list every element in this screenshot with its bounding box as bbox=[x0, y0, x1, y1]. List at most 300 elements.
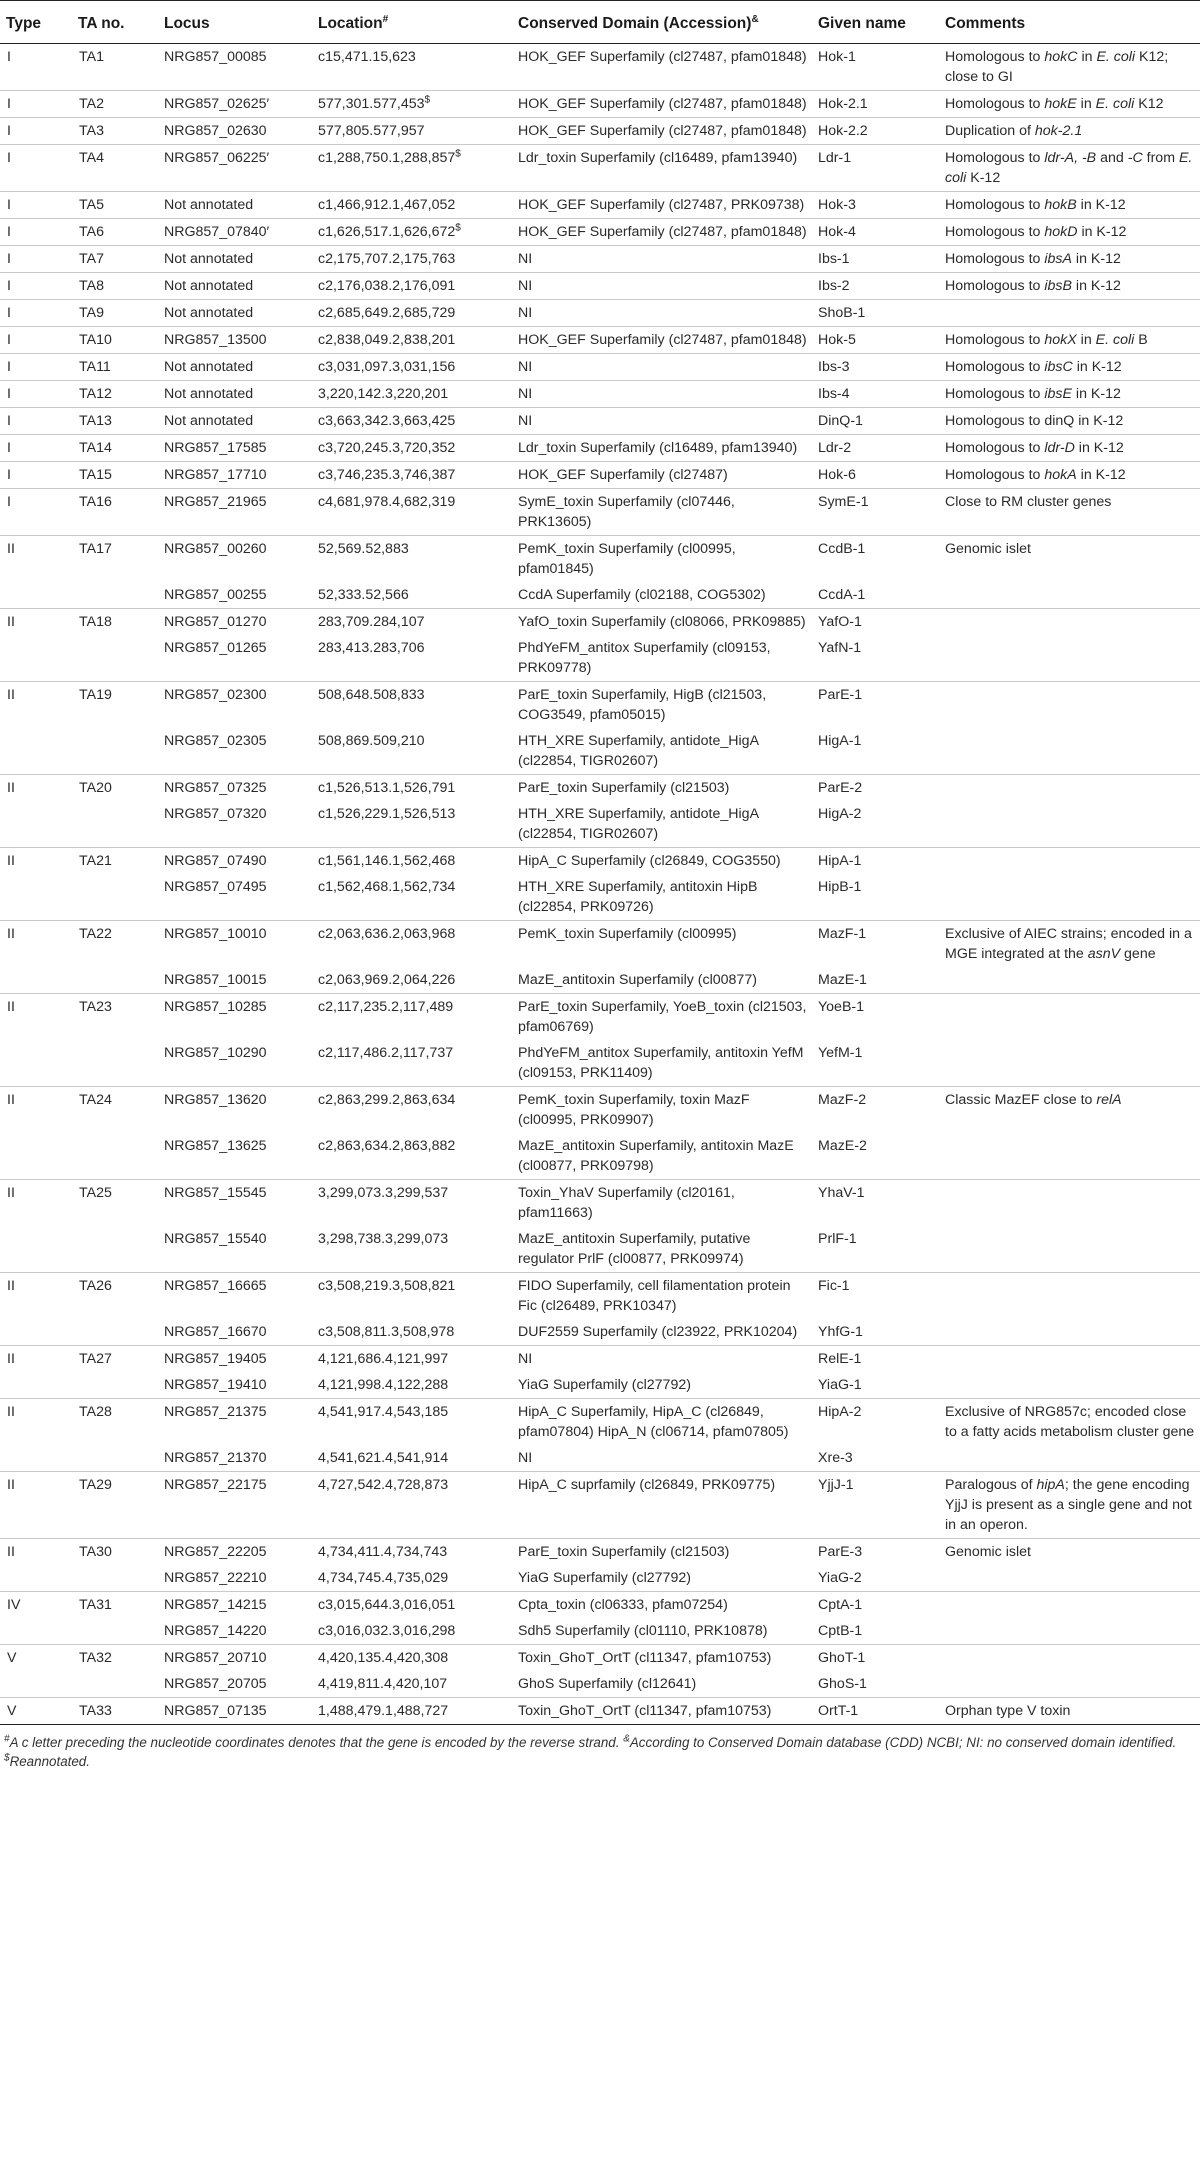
table-row bbox=[0, 354, 1200, 381]
table-row bbox=[0, 1539, 1200, 1566]
cell-location: c2,685,649.2,685,729 bbox=[312, 300, 512, 327]
table-row bbox=[0, 327, 1200, 354]
table-row bbox=[0, 921, 1200, 968]
cell-comments: Homologous to hokA in K-12 bbox=[939, 462, 1200, 489]
cell-comments: Close to RM cluster genes bbox=[939, 489, 1200, 536]
cell-locus: NRG857_07495 bbox=[164, 879, 267, 895]
cell-locus: Not annotated bbox=[158, 273, 312, 300]
cell-location: c4,681,978.4,682,319 bbox=[312, 489, 512, 536]
cell-type: V bbox=[0, 1645, 72, 1672]
cell-type: II bbox=[0, 1087, 72, 1134]
cell-conserved-domain: DUF2559 Superfamily (cl23922, PRK10204) bbox=[518, 1324, 798, 1340]
cell-given-name: Hok-2.2 bbox=[812, 118, 939, 145]
cell-conserved-domain: YiaG Superfamily (cl27792) bbox=[518, 1570, 691, 1586]
cell-comments: Orphan type V toxin bbox=[939, 1698, 1200, 1725]
cell-conserved-domain: NI bbox=[512, 246, 812, 273]
reannotated-mark: $ bbox=[424, 94, 431, 106]
cell-given-name: ParE-1 bbox=[812, 682, 939, 729]
table-row bbox=[0, 145, 1200, 192]
table-row bbox=[0, 635, 1200, 682]
header-row bbox=[0, 1, 1200, 44]
cell-location: c3,031,097.3,031,156 bbox=[312, 354, 512, 381]
table-row bbox=[0, 44, 1200, 91]
header-type: Type bbox=[0, 1, 72, 44]
cell-comments: Homologous to ldr-D in K-12 bbox=[939, 435, 1200, 462]
cell-location: 4,541,621.4,541,914 bbox=[318, 1450, 449, 1466]
cell-given-name: HipA-1 bbox=[812, 848, 939, 875]
cell-locus: NRG857_19410 bbox=[164, 1377, 267, 1393]
cell-type: II bbox=[0, 1539, 72, 1566]
cell-given-name: Ibs-1 bbox=[812, 246, 939, 273]
cell-ta-no: TA26 bbox=[72, 1273, 158, 1320]
cell-conserved-domain: NI bbox=[512, 381, 812, 408]
table-row bbox=[0, 192, 1200, 219]
cell-comments bbox=[939, 300, 1200, 327]
cell-ta-no: TA6 bbox=[72, 219, 158, 246]
cell-conserved-domain: SymE_toxin Superfamily (cl07446, PRK13605) bbox=[512, 489, 812, 536]
cell-location: c2,175,707.2,175,763 bbox=[312, 246, 512, 273]
cell-type: II bbox=[0, 1273, 72, 1320]
cell-comments bbox=[939, 1226, 1200, 1273]
table-row bbox=[0, 300, 1200, 327]
cell-location: 3,298,738.3,299,073 bbox=[318, 1231, 449, 1247]
cell-locus: NRG857_02630 bbox=[158, 118, 312, 145]
cell-ta-no bbox=[72, 1040, 158, 1087]
cell-location: 4,121,998.4,122,288 bbox=[318, 1377, 449, 1393]
cell-type: I bbox=[0, 145, 72, 192]
cell-conserved-domain: ParE_toxin Superfamily (cl21503) bbox=[512, 775, 812, 802]
cell-given-name: MazE-1 bbox=[818, 972, 867, 988]
cell-conserved-domain: Toxin_GhoT_OrtT (cl11347, pfam10753) bbox=[512, 1645, 812, 1672]
cell-type: II bbox=[0, 848, 72, 875]
cell-locus: NRG857_07135 bbox=[158, 1698, 312, 1725]
table-row bbox=[0, 1592, 1200, 1619]
cell-type: I bbox=[0, 273, 72, 300]
cell-comments bbox=[939, 1319, 1200, 1346]
cell-conserved-domain: HOK_GEF Superfamily (cl27487, pfam01848) bbox=[512, 327, 812, 354]
cell-location: c3,508,219.3,508,821 bbox=[312, 1273, 512, 1320]
cell-type bbox=[0, 728, 72, 775]
table-header bbox=[0, 1, 1200, 44]
table-row bbox=[0, 1087, 1200, 1134]
cell-comments bbox=[939, 1445, 1200, 1472]
header-location: Location# bbox=[312, 1, 512, 44]
cell-type bbox=[0, 1671, 72, 1698]
cell-given-name: Fic-1 bbox=[812, 1273, 939, 1320]
cell-conserved-domain: PemK_toxin Superfamily, toxin MazF (cl00995, PRK09907) bbox=[512, 1087, 812, 1134]
cell-conserved-domain: YiaG Superfamily (cl27792) bbox=[518, 1377, 691, 1393]
cell-locus: NRG857_00260 bbox=[158, 536, 312, 583]
cell-ta-no: TA17 bbox=[72, 536, 158, 583]
cell-locus: NRG857_17710 bbox=[158, 462, 312, 489]
cell-given-name: ShoB-1 bbox=[812, 300, 939, 327]
cell-type bbox=[0, 1319, 72, 1346]
cell-comments bbox=[939, 635, 1200, 682]
cell-ta-no: TA10 bbox=[72, 327, 158, 354]
cell-ta-no bbox=[72, 1671, 158, 1698]
cell-locus: NRG857_15540 bbox=[164, 1231, 267, 1247]
cell-conserved-domain: PhdYeFM_antitox Superfamily, antitoxin YefM (cl09153, PRK11409) bbox=[518, 1045, 804, 1081]
cell-locus: NRG857_07490 bbox=[158, 848, 312, 875]
cell-locus: NRG857_21370 bbox=[164, 1450, 267, 1466]
cell-conserved-domain: ParE_toxin Superfamily, HigB (cl21503, COG3549, pfam05015) bbox=[512, 682, 812, 729]
table-row bbox=[0, 435, 1200, 462]
cell-ta-no bbox=[72, 1445, 158, 1472]
table-row bbox=[0, 1273, 1200, 1320]
cell-given-name: ParE-2 bbox=[812, 775, 939, 802]
cell-type bbox=[0, 1618, 72, 1645]
cell-comments: Homologous to hokB in K-12 bbox=[939, 192, 1200, 219]
cell-type: II bbox=[0, 1399, 72, 1446]
footnote-text-reannotated: Reannotated. bbox=[9, 1754, 90, 1769]
cell-locus: Not annotated bbox=[158, 246, 312, 273]
cell-conserved-domain: Ldr_toxin Superfamily (cl16489, pfam13940) bbox=[512, 145, 812, 192]
cell-conserved-domain: NI bbox=[512, 354, 812, 381]
cell-locus: NRG857_19405 bbox=[158, 1346, 312, 1373]
cell-ta-no bbox=[72, 1319, 158, 1346]
table-row bbox=[0, 775, 1200, 802]
cell-location: c2,063,969.2,064,226 bbox=[318, 972, 456, 988]
cell-comments bbox=[939, 1592, 1200, 1619]
cell-given-name: Hok-3 bbox=[812, 192, 939, 219]
cell-given-name: Hok-2.1 bbox=[812, 91, 939, 118]
cell-conserved-domain: HTH_XRE Superfamily, antidote_HigA (cl22854, TIGR02607) bbox=[518, 733, 759, 769]
cell-conserved-domain: Cpta_toxin (cl06333, pfam07254) bbox=[512, 1592, 812, 1619]
cell-comments: Classic MazEF close to relA bbox=[939, 1087, 1200, 1134]
cell-locus: NRG857_10290 bbox=[164, 1045, 267, 1061]
cell-location: c1,626,517.1,626,672$ bbox=[312, 219, 512, 246]
cell-locus: NRG857_01270 bbox=[158, 609, 312, 636]
table-row bbox=[0, 273, 1200, 300]
cell-ta-no: TA27 bbox=[72, 1346, 158, 1373]
cell-ta-no: TA19 bbox=[72, 682, 158, 729]
cell-location: c3,015,644.3,016,051 bbox=[312, 1592, 512, 1619]
cell-locus: NRG857_02300 bbox=[158, 682, 312, 729]
cell-given-name: YjjJ-1 bbox=[812, 1472, 939, 1539]
cell-location: 52,333.52,566 bbox=[318, 587, 409, 603]
cell-locus: NRG857_07840′ bbox=[158, 219, 312, 246]
cell-comments bbox=[939, 801, 1200, 848]
cell-locus: NRG857_14220 bbox=[164, 1623, 267, 1639]
cell-comments bbox=[939, 1346, 1200, 1373]
cell-conserved-domain: HOK_GEF Superfamily (cl27487, pfam01848) bbox=[512, 91, 812, 118]
cell-locus: NRG857_13625 bbox=[164, 1138, 267, 1154]
cell-conserved-domain: PemK_toxin Superfamily (cl00995) bbox=[512, 921, 812, 968]
cell-location: c2,838,049.2,838,201 bbox=[312, 327, 512, 354]
cell-location: 52,569.52,883 bbox=[312, 536, 512, 583]
footnote-text-cdd: According to Conserved Domain database (CDD) NCBI; NI: no conserved domain identified. bbox=[629, 1735, 1177, 1750]
cell-location: c1,288,750.1,288,857$ bbox=[312, 145, 512, 192]
cell-comments bbox=[939, 1180, 1200, 1227]
cell-given-name: HigA-2 bbox=[818, 806, 862, 822]
cell-conserved-domain: HTH_XRE Superfamily, antitoxin HipB (cl22854, PRK09726) bbox=[518, 879, 758, 915]
cell-type: I bbox=[0, 300, 72, 327]
cell-comments: Genomic islet bbox=[939, 536, 1200, 583]
table-row bbox=[0, 1040, 1200, 1087]
cell-comments: Homologous to hokD in K-12 bbox=[939, 219, 1200, 246]
location-footnote-mark: # bbox=[382, 13, 389, 25]
cell-given-name: YafO-1 bbox=[812, 609, 939, 636]
cell-comments: Homologous to ibsA in K-12 bbox=[939, 246, 1200, 273]
table-row bbox=[0, 1133, 1200, 1180]
cell-location: c3,720,245.3,720,352 bbox=[312, 435, 512, 462]
cell-type bbox=[0, 1445, 72, 1472]
footnote-mark-hash: # bbox=[4, 1733, 10, 1745]
cell-ta-no: TA9 bbox=[72, 300, 158, 327]
cell-location: c2,117,235.2,117,489 bbox=[312, 994, 512, 1041]
cell-conserved-domain: MazE_antitoxin Superfamily, putative regulator PrlF (cl00877, PRK09974) bbox=[518, 1231, 751, 1267]
cell-type: I bbox=[0, 354, 72, 381]
cell-ta-no: TA7 bbox=[72, 246, 158, 273]
cell-given-name: RelE-1 bbox=[812, 1346, 939, 1373]
cell-ta-no bbox=[72, 728, 158, 775]
cell-comments bbox=[939, 1273, 1200, 1320]
table-row bbox=[0, 489, 1200, 536]
cell-locus: NRG857_06225′ bbox=[158, 145, 312, 192]
cell-comments: Genomic islet bbox=[939, 1539, 1200, 1566]
cell-comments bbox=[939, 1133, 1200, 1180]
cell-type: I bbox=[0, 435, 72, 462]
cell-given-name: YiaG-2 bbox=[818, 1570, 862, 1586]
table-row bbox=[0, 848, 1200, 875]
header-locus: Locus bbox=[158, 1, 312, 44]
cell-locus: NRG857_02625′ bbox=[158, 91, 312, 118]
cell-given-name: Hok-1 bbox=[818, 49, 856, 65]
cell-location: c1,466,912.1,467,052 bbox=[312, 192, 512, 219]
table-row bbox=[0, 408, 1200, 435]
cell-locus: Not annotated bbox=[158, 354, 312, 381]
cell-conserved-domain: HipA_C Superfamily (cl26849, COG3550) bbox=[512, 848, 812, 875]
cell-locus: NRG857_00255 bbox=[164, 587, 267, 603]
cell-type: II bbox=[0, 1472, 72, 1539]
cell-locus: NRG857_16670 bbox=[164, 1324, 267, 1340]
cell-conserved-domain: NI bbox=[512, 1346, 812, 1373]
cell-given-name: YhaV-1 bbox=[812, 1180, 939, 1227]
cell-ta-no: TA33 bbox=[72, 1698, 158, 1725]
cell-given-name: Xre-3 bbox=[818, 1450, 853, 1466]
cell-ta-no: TA24 bbox=[72, 1087, 158, 1134]
cell-ta-no: TA29 bbox=[72, 1472, 158, 1539]
cell-ta-no: TA16 bbox=[72, 489, 158, 536]
cell-locus: NRG857_07325 bbox=[158, 775, 312, 802]
cell-location: c2,176,038.2,176,091 bbox=[312, 273, 512, 300]
cell-ta-no bbox=[72, 801, 158, 848]
table-row bbox=[0, 609, 1200, 636]
cell-locus: NRG857_17585 bbox=[158, 435, 312, 462]
table-row bbox=[0, 582, 1200, 609]
cell-comments: Homologous to hokC in E. coli K12; close to GI bbox=[945, 49, 1169, 85]
cell-location: 4,734,745.4,735,029 bbox=[318, 1570, 449, 1586]
cell-conserved-domain: YafO_toxin Superfamily (cl08066, PRK09885) bbox=[512, 609, 812, 636]
cell-location: 577,301.577,453$ bbox=[312, 91, 512, 118]
cell-type: II bbox=[0, 994, 72, 1041]
cell-type: II bbox=[0, 1346, 72, 1373]
table-row bbox=[0, 91, 1200, 118]
cell-given-name: YefM-1 bbox=[818, 1045, 863, 1061]
cell-given-name: YhfG-1 bbox=[818, 1324, 863, 1340]
cell-locus: NRG857_14215 bbox=[158, 1592, 312, 1619]
cell-location: 4,121,686.4,121,997 bbox=[312, 1346, 512, 1373]
cell-conserved-domain: Toxin_YhaV Superfamily (cl20161, pfam11663) bbox=[512, 1180, 812, 1227]
cell-locus: NRG857_13500 bbox=[158, 327, 312, 354]
cell-locus: NRG857_10285 bbox=[158, 994, 312, 1041]
table-row bbox=[0, 994, 1200, 1041]
cell-type bbox=[0, 1565, 72, 1592]
cell-ta-no: TA32 bbox=[72, 1645, 158, 1672]
table-row bbox=[0, 1445, 1200, 1472]
table-row bbox=[0, 536, 1200, 583]
cell-given-name: GhoT-1 bbox=[812, 1645, 939, 1672]
table-row bbox=[0, 1399, 1200, 1446]
table-row bbox=[0, 1671, 1200, 1698]
header-comments: Comments bbox=[939, 1, 1200, 44]
cell-comments bbox=[939, 874, 1200, 921]
cell-given-name: HigA-1 bbox=[818, 733, 862, 749]
cell-location: c15,471.15,623 bbox=[318, 49, 416, 65]
cell-comments bbox=[939, 1671, 1200, 1698]
cell-ta-no bbox=[72, 967, 158, 994]
cell-type bbox=[0, 1133, 72, 1180]
cell-conserved-domain: Toxin_GhoT_OrtT (cl11347, pfam10753) bbox=[512, 1698, 812, 1725]
cell-ta-no: TA3 bbox=[72, 118, 158, 145]
cell-location: c2,117,486.2,117,737 bbox=[318, 1045, 454, 1061]
cell-given-name: CptA-1 bbox=[812, 1592, 939, 1619]
cell-conserved-domain: ParE_toxin Superfamily, YoeB_toxin (cl21503, pfam06769) bbox=[512, 994, 812, 1041]
cell-comments: Exclusive of NRG857c; encoded close to a fatty acids metabolism cluster gene bbox=[939, 1399, 1200, 1446]
table-row bbox=[0, 874, 1200, 921]
cell-type: I bbox=[0, 91, 72, 118]
cell-location: c1,561,146.1,562,468 bbox=[312, 848, 512, 875]
table-row bbox=[0, 1346, 1200, 1373]
cell-ta-no bbox=[72, 1565, 158, 1592]
cell-type bbox=[0, 635, 72, 682]
cell-locus: NRG857_22175 bbox=[158, 1472, 312, 1539]
cell-locus: NRG857_10015 bbox=[164, 972, 267, 988]
cell-conserved-domain: ParE_toxin Superfamily (cl21503) bbox=[512, 1539, 812, 1566]
cell-location: 4,727,542.4,728,873 bbox=[312, 1472, 512, 1539]
cell-comments bbox=[939, 848, 1200, 875]
cell-type: II bbox=[0, 536, 72, 583]
cell-type: II bbox=[0, 682, 72, 729]
cell-location: 283,709.284,107 bbox=[312, 609, 512, 636]
cell-ta-no: TA20 bbox=[72, 775, 158, 802]
table-row bbox=[0, 462, 1200, 489]
cell-locus: NRG857_20710 bbox=[158, 1645, 312, 1672]
cell-type: II bbox=[0, 775, 72, 802]
cell-ta-no: TA21 bbox=[72, 848, 158, 875]
cell-given-name: YoeB-1 bbox=[812, 994, 939, 1041]
cell-comments bbox=[939, 1565, 1200, 1592]
cell-comments bbox=[939, 775, 1200, 802]
cell-ta-no: TA14 bbox=[72, 435, 158, 462]
cell-locus: NRG857_21375 bbox=[158, 1399, 312, 1446]
cell-locus: Not annotated bbox=[158, 192, 312, 219]
cell-ta-no: TA8 bbox=[72, 273, 158, 300]
cell-type: I bbox=[7, 49, 11, 65]
cell-location: 508,648.508,833 bbox=[312, 682, 512, 729]
cell-locus: Not annotated bbox=[158, 381, 312, 408]
cell-given-name: YafN-1 bbox=[818, 640, 862, 656]
cell-conserved-domain: MazE_antitoxin Superfamily (cl00877) bbox=[518, 972, 757, 988]
cell-location: 4,420,135.4,420,308 bbox=[312, 1645, 512, 1672]
table-row bbox=[0, 381, 1200, 408]
table-row bbox=[0, 1472, 1200, 1539]
cell-comments bbox=[939, 728, 1200, 775]
cell-ta-no bbox=[72, 582, 158, 609]
cell-given-name: HipA-2 bbox=[812, 1399, 939, 1446]
table-row bbox=[0, 682, 1200, 729]
footnote-mark-amp: & bbox=[623, 1733, 630, 1745]
cell-type: V bbox=[0, 1698, 72, 1725]
cell-conserved-domain: HOK_GEF Superfamily (cl27487, pfam01848) bbox=[512, 219, 812, 246]
cell-given-name: CcdA-1 bbox=[818, 587, 866, 603]
cell-type bbox=[0, 967, 72, 994]
cell-type: I bbox=[0, 462, 72, 489]
cell-comments: Homologous to hokX in E. coli B bbox=[939, 327, 1200, 354]
table-row bbox=[0, 967, 1200, 994]
cell-type: I bbox=[0, 118, 72, 145]
table-row bbox=[0, 1180, 1200, 1227]
cell-location: c3,016,032.3,016,298 bbox=[318, 1623, 456, 1639]
cell-location: c3,663,342.3,663,425 bbox=[312, 408, 512, 435]
cell-conserved-domain: PhdYeFM_antitox Superfamily (cl09153, PRK09778) bbox=[518, 640, 771, 676]
cell-given-name: YiaG-1 bbox=[818, 1377, 862, 1393]
cell-given-name: Hok-6 bbox=[812, 462, 939, 489]
reannotated-mark: $ bbox=[455, 222, 461, 234]
cell-type bbox=[0, 582, 72, 609]
cell-conserved-domain: NI bbox=[512, 273, 812, 300]
cell-conserved-domain: HOK_GEF Superfamily (cl27487, PRK09738) bbox=[512, 192, 812, 219]
cell-ta-no: TA4 bbox=[72, 145, 158, 192]
cell-ta-no: TA5 bbox=[72, 192, 158, 219]
cell-comments: Homologous to dinQ in K-12 bbox=[939, 408, 1200, 435]
cell-ta-no: TA23 bbox=[72, 994, 158, 1041]
cell-comments bbox=[939, 682, 1200, 729]
cell-comments: Homologous to ibsC in K-12 bbox=[939, 354, 1200, 381]
cell-locus: NRG857_16665 bbox=[158, 1273, 312, 1320]
cell-ta-no bbox=[72, 1618, 158, 1645]
cell-conserved-domain: NI bbox=[512, 300, 812, 327]
cell-given-name: HipB-1 bbox=[818, 879, 862, 895]
cell-ta-no: TA30 bbox=[72, 1539, 158, 1566]
cell-comments bbox=[939, 967, 1200, 994]
cell-location: c1,526,229.1,526,513 bbox=[318, 806, 456, 822]
cell-ta-no: TA22 bbox=[72, 921, 158, 968]
cell-given-name: Ibs-2 bbox=[812, 273, 939, 300]
cell-ta-no bbox=[72, 1133, 158, 1180]
cell-type: I bbox=[0, 489, 72, 536]
cell-locus: NRG857_02305 bbox=[164, 733, 267, 749]
cell-given-name: MazF-2 bbox=[812, 1087, 939, 1134]
table-row bbox=[0, 1565, 1200, 1592]
cell-locus: NRG857_01265 bbox=[164, 640, 267, 656]
cell-locus: NRG857_07320 bbox=[164, 806, 267, 822]
table-row bbox=[0, 801, 1200, 848]
cell-location: c3,508,811.3,508,978 bbox=[318, 1324, 455, 1340]
cell-ta-no: TA11 bbox=[72, 354, 158, 381]
table-row bbox=[0, 1319, 1200, 1346]
cell-conserved-domain: HTH_XRE Superfamily, antidote_HigA (cl22854, TIGR02607) bbox=[518, 806, 759, 842]
cell-given-name: MazE-2 bbox=[818, 1138, 867, 1154]
cell-ta-no bbox=[72, 1226, 158, 1273]
cell-conserved-domain: Ldr_toxin Superfamily (cl16489, pfam13940) bbox=[512, 435, 812, 462]
cell-conserved-domain: HOK_GEF Superfamily (cl27487, pfam01848) bbox=[512, 118, 812, 145]
table-row bbox=[0, 1645, 1200, 1672]
cell-given-name: OrtT-1 bbox=[812, 1698, 939, 1725]
cell-type: I bbox=[0, 219, 72, 246]
footnote-mark-dollar: $ bbox=[4, 1752, 10, 1764]
cell-type bbox=[0, 801, 72, 848]
